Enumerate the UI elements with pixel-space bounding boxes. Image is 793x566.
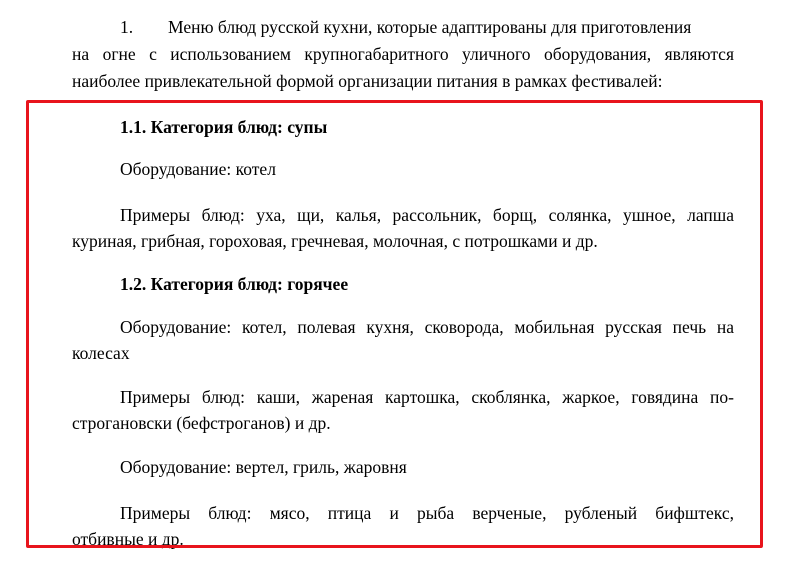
intro-line-2: на огне с использованием крупногабаритного уличного оборудования, являются [72, 44, 734, 64]
intro-line-1 [120, 16, 734, 38]
hot-examples-line-2: строгановски (бефстроганов) и др. [72, 413, 331, 433]
soups-examples-line-1: Примеры блюд: уха, щи, калья, рассольник, борщ, солянка, ушное, лапша [120, 205, 734, 225]
intro-line-3: наиболее привлекательной формой организации питания в рамках фестивалей: [72, 71, 663, 91]
soups-equipment: Оборудование: котел [120, 159, 276, 179]
hot-equipment-line-1: Оборудование: котел, полевая кухня, сковорода, мобильная русская печь на [120, 317, 734, 337]
hot-equipment-line-2: колесах [72, 343, 130, 363]
section-heading-hot: 1.2. Категория блюд: горячее [120, 274, 349, 294]
hot-equipment2: Оборудование: вертел, гриль, жаровня [120, 457, 407, 477]
list-number: 1. [120, 17, 134, 37]
intro-text-1: Меню блюд русской кухни, которые адаптированы для приготовления [168, 17, 692, 37]
highlight-box [26, 100, 763, 548]
section-heading-soups: 1.1. Категория блюд: супы [120, 117, 328, 137]
hot-examples-line-1: Примеры блюд: каши, жареная картошка, скоблянка, жаркое, говядина по- [120, 387, 734, 407]
hot-examples2-line-1: Примеры блюд: мясо, птица и рыба верченые, рубленый бифштекс, [120, 503, 734, 523]
soups-examples-line-2: куриная, грибная, гороховая, гречневая, молочная, с потрошками и др. [72, 231, 598, 251]
hot-examples2-line-2: отбивные и др. [72, 529, 184, 549]
